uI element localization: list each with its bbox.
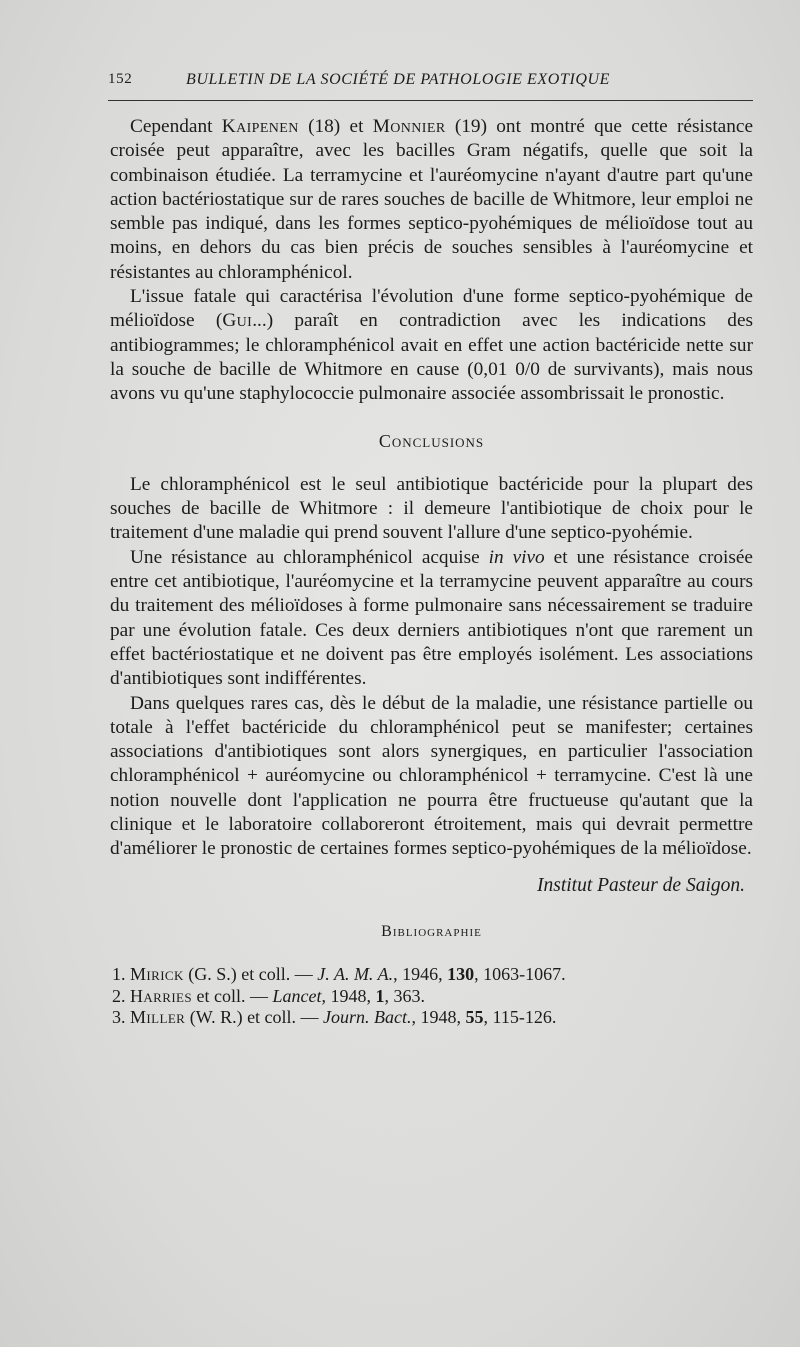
author-kaipenen: Kaipenen	[221, 116, 299, 137]
ref-number: 2.	[112, 985, 126, 1006]
conclusion-paragraph-1: Le chloramphénicol est le seul antibiotique bactéricide pour la plupart des souches de bacille de Whitmore : il demeure l'antibiotique de choix pour le traitement d'une maladie qui prend souvent l'allure d'une septico-pyohémie.	[110, 473, 753, 544]
text-run: et coll. —	[192, 985, 273, 1006]
ref-journal: Journ. Bact.	[323, 1007, 412, 1028]
text-run: , 115-126.	[483, 1007, 557, 1028]
text-run: (19) ont montré que cette résistance croisée peut apparaître, avec les bacilles Gram négatifs, quelle que soit la combinaison étudiée. La terramycine et l'auréomycine n'ayant d'autre part qu'une action bactériostatique sur de rares souches de bacille de Whitmore, leur emploi ne semble pas indiqué, dans les formes septico-pyohémiques de mélioïdose tout au moins, en dehors du cas bien précis de souches sensibles à l'auréomycine et résistantes au chloramphénicol.	[110, 116, 753, 283]
page-number: 152	[108, 71, 133, 87]
paragraph-fatal-case	[110, 285, 753, 406]
reference-item	[110, 1007, 753, 1029]
author-monnier: Monnier	[372, 116, 446, 137]
text-run: Une résistance au chloramphénicol acquise	[130, 546, 489, 568]
running-title: BULLETIN DE LA SOCIÉTÉ DE PATHOLOGIE EXOTIQUE	[186, 71, 611, 88]
ref-author: Mirick	[130, 964, 184, 985]
paragraph-cross-resistance	[110, 115, 753, 285]
ref-volume: 1	[375, 985, 385, 1006]
text-run: , 1948,	[411, 1007, 466, 1028]
ref-journal: J. A. M. A.	[317, 964, 394, 985]
article-body	[110, 115, 753, 1029]
text-run: et une résistance croisée entre cet antibiotique, l'auréomycine et la terramycine peuvent apparaître au cours du traitement des mélioïdoses à forme pulmonaire sans nécessairement se traduire par une évolution fatale. Ces deux derniers antibiotiques n'ont que rarement un effet bactériostatique et ne doivent pas être employés isolément. Les associations d'antibiotiques sont indifférentes.	[110, 546, 753, 690]
ref-number: 3.	[112, 1007, 126, 1028]
reference-item	[110, 964, 753, 986]
text-run: (G. S.) et coll. —	[183, 964, 318, 985]
text-run: Cependant	[130, 116, 222, 137]
ref-volume: 130	[447, 964, 475, 985]
in-vivo-italic: in vivo	[488, 546, 545, 568]
ref-number: 1.	[112, 964, 126, 985]
header-rule	[108, 100, 753, 101]
ref-author: Miller	[130, 1007, 186, 1028]
text-run: ...) paraît en contradiction avec les indications des antibiogrammes; le chloramphénicol avait en effet une action bactéricide nette sur la souche de bacille de Whitmore en cause (0,01 0/0 de survivants), mais nous avons vu qu'une staphylococcie pulmonaire associée assombrissait le pronostic.	[110, 310, 753, 405]
conclusion-paragraph-2	[110, 546, 753, 692]
text-run: , 1946,	[393, 964, 448, 985]
text-run: , 363.	[384, 985, 426, 1006]
ref-journal: Lancet	[272, 985, 322, 1006]
ref-author: Harries	[130, 985, 193, 1006]
conclusions-heading: Conclusions	[378, 430, 485, 451]
ref-volume: 55	[465, 1007, 484, 1028]
author-gui: Gui	[222, 310, 253, 332]
institution-signature: Institut Pasteur de Saigon.	[537, 874, 745, 896]
page-header	[108, 71, 753, 93]
text-run: , 1063-1067.	[474, 964, 566, 985]
text-run: , 1948,	[321, 985, 376, 1006]
conclusion-paragraph-3: Dans quelques rares cas, dès le début de la maladie, une résistance partielle ou totale à l'effet bactéricide du chloramphénicol peut se manifester; certaines associations d'antibiotiques sont alors synergiques, en particulier l'association chloramphénicol + auréomycine ou chloramphénicol + terramycine. C'est là une notion nouvelle dont l'application ne pourra être fructueuse qu'autant que la clinique et le laboratoire collaboreront étroitement, mais qui devrait permettre d'améliorer le pronostic de certaines formes septico-pyohémiques de la mélioïdose.	[110, 692, 753, 860]
reference-item	[110, 986, 753, 1008]
reference-list	[110, 964, 753, 1029]
bibliography-heading: Bibliographie	[381, 922, 482, 940]
text-run: (W. R.) et coll. —	[185, 1007, 324, 1028]
text-run: (18) et	[298, 116, 373, 137]
text-run: L'issue fatale qui caractérisa l'évolution d'une forme septico-pyohémique de mélioïdose (	[110, 286, 753, 332]
